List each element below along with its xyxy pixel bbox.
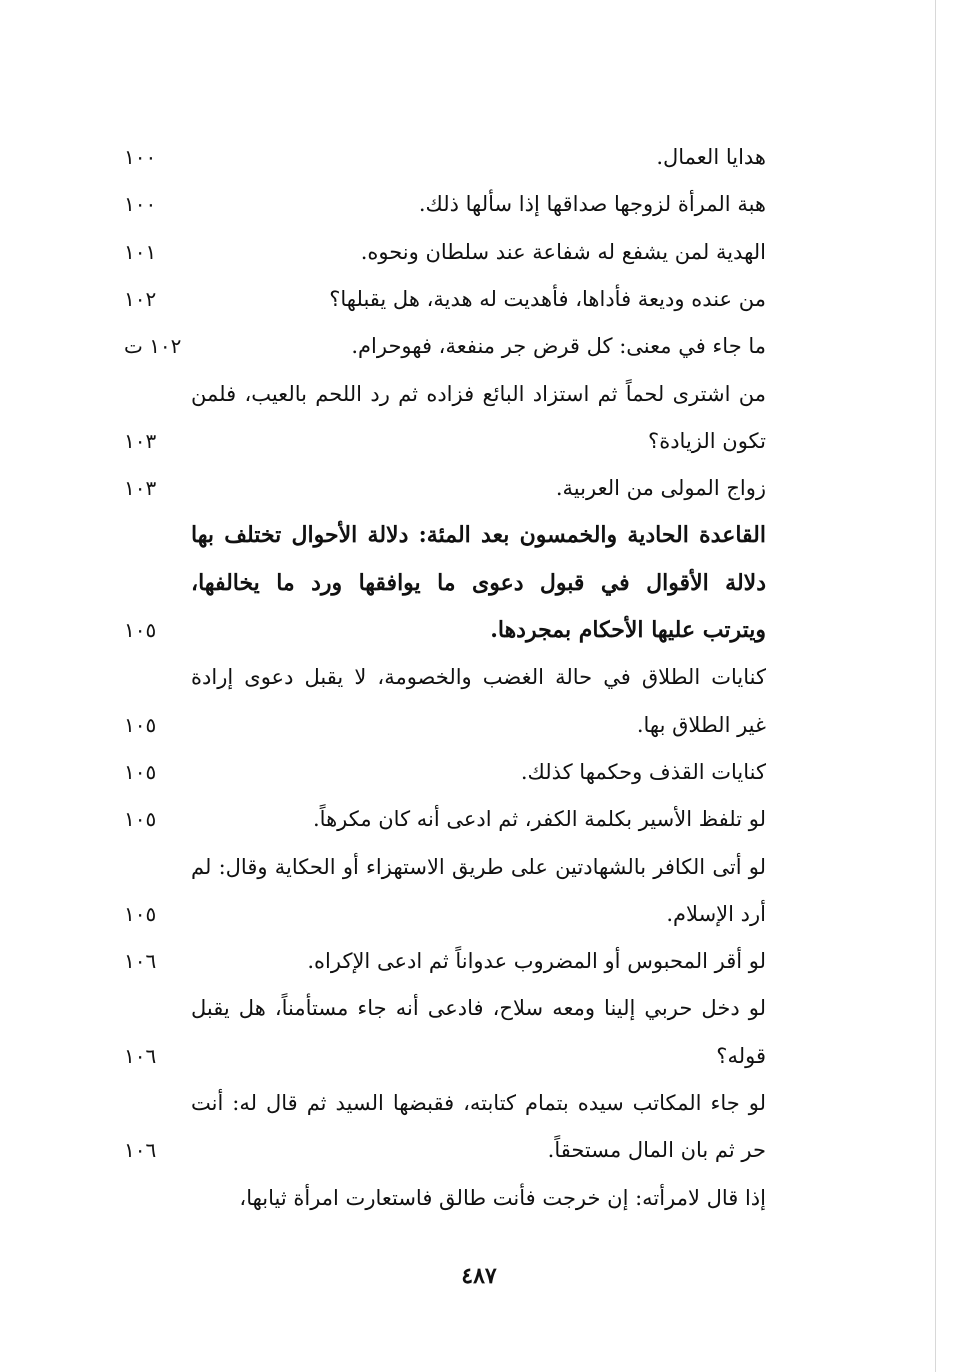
page-reference: ١٠٦ (124, 1044, 157, 1068)
page-reference: ١٠٦ (124, 949, 157, 973)
entry-text-line: القاعدة الحادية والخمسون بعد المئة: دلالة الأحوال تختلف بها (191, 522, 766, 548)
page-reference: ١٠٥ (124, 618, 157, 642)
page-reference: ١٠٣ (124, 476, 157, 500)
entry-text-line: لو أقر المحبوس أو المضروب عدواناً ثم ادعى الإكراه. (307, 949, 766, 973)
page-edge-mark (935, 0, 936, 1372)
entry-text-line: كنايات الطلاق في حالة الغضب والخصومة، لا يقبل دعوى إرادة (191, 665, 767, 689)
page-reference: ١٠٣ (124, 429, 157, 453)
page-reference: ١٠٥ (124, 760, 157, 784)
entry-text-line: غير الطلاق بها. (636, 713, 766, 737)
entry-text-line: من اشترى لحماً ثم استزاد البائع فزاده ثم رد اللحم بالعيب، فلمن (191, 382, 766, 406)
page-reference: ١٠٢ ت (124, 334, 182, 358)
page-reference: ١٠٥ (124, 902, 157, 926)
entry-text-line: لو أتى الكافر بالشهادتين على طريق الاستهزاء أو الحكاية وقال: لم (191, 855, 766, 879)
entry-text-line: ما جاء في معنى: كل قرض جر منفعة، فهوحرام. (351, 334, 766, 358)
entry-text-line: من عنده وديعة فأداها، فأهديت له هدية، هل يقبلها؟ (329, 287, 766, 311)
entry-text-line: تكون الزيادة؟ (648, 429, 766, 453)
page-number: ٤٨٧ (461, 1263, 497, 1289)
entry-text-line: لو دخل حربي إلينا ومعه سلاح، فادعى أنه جاء مستأمناً، هل يقبل (191, 996, 766, 1020)
entry-text-line: أرد الإسلام. (666, 902, 766, 926)
entry-text-line: ويترتب عليها الأحكام بمجردها. (490, 617, 766, 643)
entry-text-line: الهدية لمن يشفع له شفاعة عند سلطان ونحوه. (360, 240, 766, 264)
entry-text-line: قوله؟ (716, 1044, 766, 1068)
entry-text-line: كنايات القذف وحكمها كذلك. (520, 760, 766, 784)
entry-text-line: هدايا العمال. (656, 145, 766, 169)
page-reference: ١٠٥ (124, 713, 157, 737)
entry-text-line: حر ثم بان المال مستحقاً. (547, 1138, 766, 1162)
page-reference: ١٠١ (124, 240, 157, 264)
page-reference: ١٠٥ (124, 807, 157, 831)
entry-text-line: لو تلفظ الأسير بكلمة الكفر، ثم ادعى أنه كان مكرهاً. (313, 807, 766, 831)
entry-text-line: هبة المرأة لزوجها صداقها إذا سألها ذلك. (418, 192, 766, 216)
entry-text-line: لو جاء المكاتب سيده بتمام كتابته، فقبضها السيد ثم قال له: أنت (191, 1091, 766, 1115)
page-reference: ١٠٦ (124, 1138, 157, 1162)
page-reference: ١٠٠ (124, 192, 157, 216)
entry-text-line: دلالة الأقوال في قبول دعوى ما يوافقها ورد ما يخالفها، (191, 570, 766, 596)
entry-text-line: زواج المولى من العربية. (555, 476, 766, 500)
page-reference: ١٠٢ (124, 287, 157, 311)
entry-text-line: إذا قال لامرأته: إن خرجت فأنت طالق فاستعارت امرأة ثيابها، (239, 1186, 766, 1210)
page-reference: ١٠٠ (124, 145, 157, 169)
